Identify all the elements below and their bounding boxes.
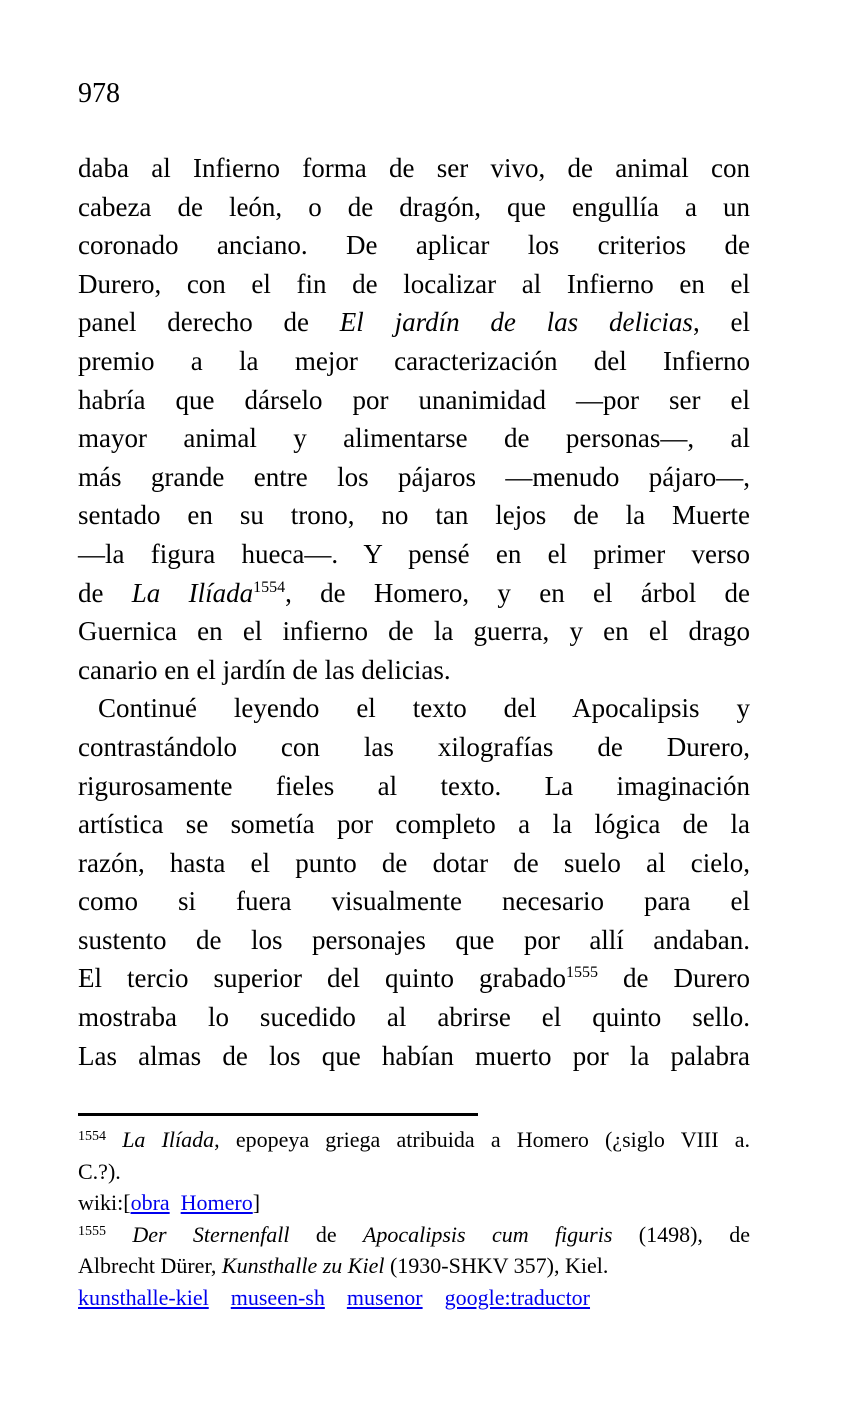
- text-line: [78, 381, 750, 420]
- plain-text: coronado anciano. De aplicar los criterios de: [78, 230, 750, 261]
- text-line: [78, 1156, 750, 1188]
- footnote: [78, 1219, 750, 1314]
- page-number: 978: [78, 78, 120, 109]
- plain-text: habría que dárselo por unanimidad —por ser el: [78, 384, 750, 415]
- plain-text: (1498), de: [612, 1221, 751, 1247]
- plain-text: daba al Infierno forma de ser vivo, de animal con: [78, 153, 750, 183]
- plain-text: [106, 1127, 122, 1152]
- plain-text: sustento de los personajes que por allí andaban.: [78, 924, 750, 955]
- text-line: [78, 921, 750, 960]
- plain-text: más grande entre los pájaros —menudo pájaro—,: [78, 461, 750, 492]
- footnote-ref: 1555: [78, 1223, 106, 1239]
- plain-text: sentado en su trono, no tan lejos de la Muerte: [78, 500, 750, 531]
- link-obra[interactable]: obra: [130, 1190, 170, 1216]
- text-line: [78, 1282, 750, 1314]
- plain-text: (1930-SHKV 357), Kiel.: [384, 1253, 609, 1279]
- text-line: [78, 998, 750, 1037]
- plain-text: [209, 1285, 231, 1310]
- plain-text: wiki:[: [78, 1190, 131, 1216]
- plain-text: ]: [252, 1190, 261, 1216]
- italic-text: La Ilíada: [131, 577, 254, 608]
- text-line: [78, 149, 750, 188]
- plain-text: canario en el jardín de las delicias.: [78, 654, 451, 685]
- footnote-ref: 1554: [78, 1129, 106, 1144]
- plain-text: razón, hasta el punto de dotar de suelo al cielo,: [78, 847, 750, 878]
- text-line: [78, 651, 750, 690]
- text-line: [78, 496, 750, 535]
- text-line: [78, 1187, 750, 1219]
- text-line: [78, 612, 750, 651]
- link-google-traductor[interactable]: google:traductor: [444, 1284, 591, 1310]
- text-line: [78, 226, 750, 265]
- plain-text: de: [289, 1221, 363, 1247]
- plain-text: Guernica en el infierno de la guerra, y en el drago: [78, 616, 750, 647]
- text-line: [78, 458, 750, 497]
- text-line: [78, 535, 750, 574]
- text-line: [78, 1250, 750, 1282]
- plain-text: contrastándolo con las xilografías de Durero,: [78, 731, 750, 762]
- footnotes: [78, 1124, 750, 1314]
- text-line: [78, 882, 750, 921]
- text-line: [78, 1219, 750, 1251]
- text-line: [78, 805, 750, 844]
- plain-text: , epopeya griega atribuida a Homero (¿siglo VIII a.: [214, 1127, 751, 1152]
- plain-text: [325, 1285, 347, 1310]
- plain-text: Durero, con el fin de localizar al Infierno en el: [78, 268, 750, 299]
- plain-text: Las almas de los que habían muerto por la palabra: [78, 1040, 750, 1071]
- text-line: [78, 1124, 750, 1156]
- text-line: [78, 265, 750, 304]
- link-kunsthalle-kiel[interactable]: kunsthalle-kiel: [78, 1284, 209, 1310]
- footnote: [78, 1124, 750, 1219]
- plain-text: mayor animal y alimentarse de personas—, al: [78, 423, 750, 454]
- plain-text: [423, 1285, 445, 1310]
- italic-text: Der Sternenfall: [132, 1221, 290, 1247]
- footnote-ref: 1554: [253, 578, 286, 596]
- plain-text: panel derecho de: [78, 307, 340, 338]
- text-line: [78, 303, 750, 342]
- plain-text: artística se sometía por completo a la lógica de la: [78, 809, 750, 840]
- italic-text: Apocalipsis cum figuris: [362, 1221, 613, 1247]
- plain-text: Albrecht Dürer,: [78, 1253, 222, 1279]
- plain-text: , de Homero, y en el árbol de: [285, 577, 751, 608]
- text-line: [78, 188, 750, 227]
- text-line: [78, 689, 750, 728]
- plain-text: —la figura hueca—. Y pensé en el primer verso: [78, 538, 750, 569]
- footnote-separator: [78, 1113, 478, 1116]
- plain-text: de Durero: [598, 963, 750, 994]
- italic-text: El jardín de las delicias: [339, 307, 693, 338]
- text-line: [78, 574, 750, 613]
- text-line: [78, 767, 750, 806]
- paragraph: [78, 149, 750, 689]
- plain-text: premio a la mejor caracterización del Infierno: [78, 345, 750, 376]
- text-line: [78, 342, 750, 381]
- text-line: [78, 1037, 750, 1076]
- plain-text: [170, 1190, 181, 1215]
- text-line: [78, 959, 750, 998]
- link-musenor[interactable]: musenor: [346, 1284, 423, 1310]
- body-text: [78, 149, 750, 1075]
- plain-text: [106, 1222, 132, 1247]
- plain-text: rigurosamente fieles al texto. La imaginación: [78, 770, 750, 801]
- text-line: [78, 844, 750, 883]
- plain-text: El tercio superior del quinto grabado: [78, 963, 566, 994]
- text-line: [78, 728, 750, 767]
- plain-text: , el: [692, 307, 750, 338]
- plain-text: cabeza de león, o de dragón, que engullía a un: [78, 191, 750, 222]
- plain-text: de: [78, 577, 132, 608]
- plain-text: como si fuera visualmente necesario para el: [78, 886, 750, 917]
- footnote-ref: 1555: [566, 964, 598, 982]
- plain-text: mostraba lo sucedido al abrirse el quinto sello.: [78, 1002, 750, 1033]
- paragraph: [78, 689, 750, 1075]
- italic-text: Kunsthalle zu Kiel: [221, 1253, 385, 1279]
- link-homero[interactable]: Homero: [180, 1190, 253, 1216]
- plain-text: C.?).: [78, 1158, 121, 1184]
- link-museen-sh[interactable]: museen-sh: [230, 1284, 325, 1310]
- plain-text: Continué leyendo el texto del Apocalipsis y: [98, 693, 750, 724]
- italic-text: La Ilíada: [122, 1127, 215, 1152]
- text-line: [78, 419, 750, 458]
